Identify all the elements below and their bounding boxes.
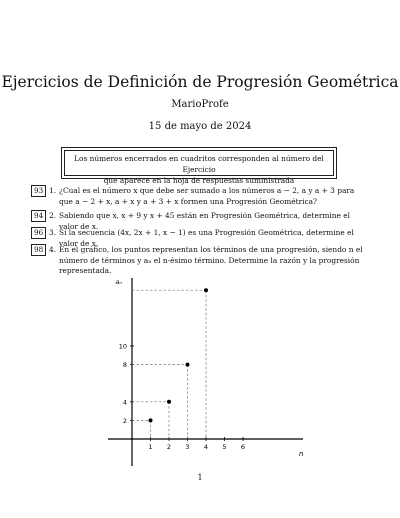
document-title: Ejercicios de Definición de Progresión Geométrica <box>1 73 399 91</box>
data-point <box>186 363 190 367</box>
exercise-text: ¿Cual es el número x que debe ser sumado a los números a − 2, a y a + 3 para que a − 2 + x, a + x y a + 3 + x formen una Progresión Geométrica? <box>59 186 355 206</box>
exercise-number: 1. <box>49 186 57 195</box>
author: MarioProfe <box>171 99 229 110</box>
page-number: 1 <box>197 473 203 482</box>
exercise-code: 98 <box>31 244 46 256</box>
exercise-code: 96 <box>31 227 46 239</box>
exercise-number: 2. <box>49 211 57 220</box>
x-tick-label: 2 <box>166 443 172 451</box>
exercise-code: 94 <box>31 210 46 222</box>
y-tick-label: 8 <box>122 361 127 370</box>
exercise-text: Si la secuencia (4x, 2x + 1, x − 1) es una Progresión Geométrica, determine el valor de x. <box>59 228 354 248</box>
notice-line-1: Los números encerrados en cuadritos corresponden al número del Ejercicio <box>74 154 324 174</box>
x-axis-label: n <box>299 450 304 458</box>
y-tick-label: 10 <box>118 342 127 351</box>
x-tick-label: 4 <box>203 443 209 451</box>
exercise-text: Sabiendo que x, x + 9 y x + 45 están en Progresión Geométrica, determine el valor de x. <box>59 211 350 231</box>
x-tick-label: 6 <box>240 443 246 451</box>
date: 15 de mayo de 2024 <box>148 121 252 132</box>
exercise-text: En el gráfico, los puntos representan los términos de una progresión, siendo n el número de términos y aₙ el n-ésimo término. Determine la razón y la progresión representada. <box>59 245 363 275</box>
data-point <box>149 418 153 422</box>
x-tick-label: 3 <box>185 443 190 451</box>
exercise-number: 3. <box>49 228 57 237</box>
notice-line-2: que aparece en la hoja de respuestas suministrada <box>103 176 295 185</box>
x-tick-label: 1 <box>148 443 153 451</box>
data-point <box>204 288 208 292</box>
data-point <box>167 400 171 404</box>
y-tick-label: 2 <box>122 416 127 425</box>
y-axis-label: aₙ <box>115 278 122 286</box>
exercise-number: 4. <box>49 245 57 254</box>
y-tick-label: 4 <box>122 398 127 407</box>
exercise-code: 93 <box>31 185 46 197</box>
x-tick-label: 5 <box>222 443 227 451</box>
